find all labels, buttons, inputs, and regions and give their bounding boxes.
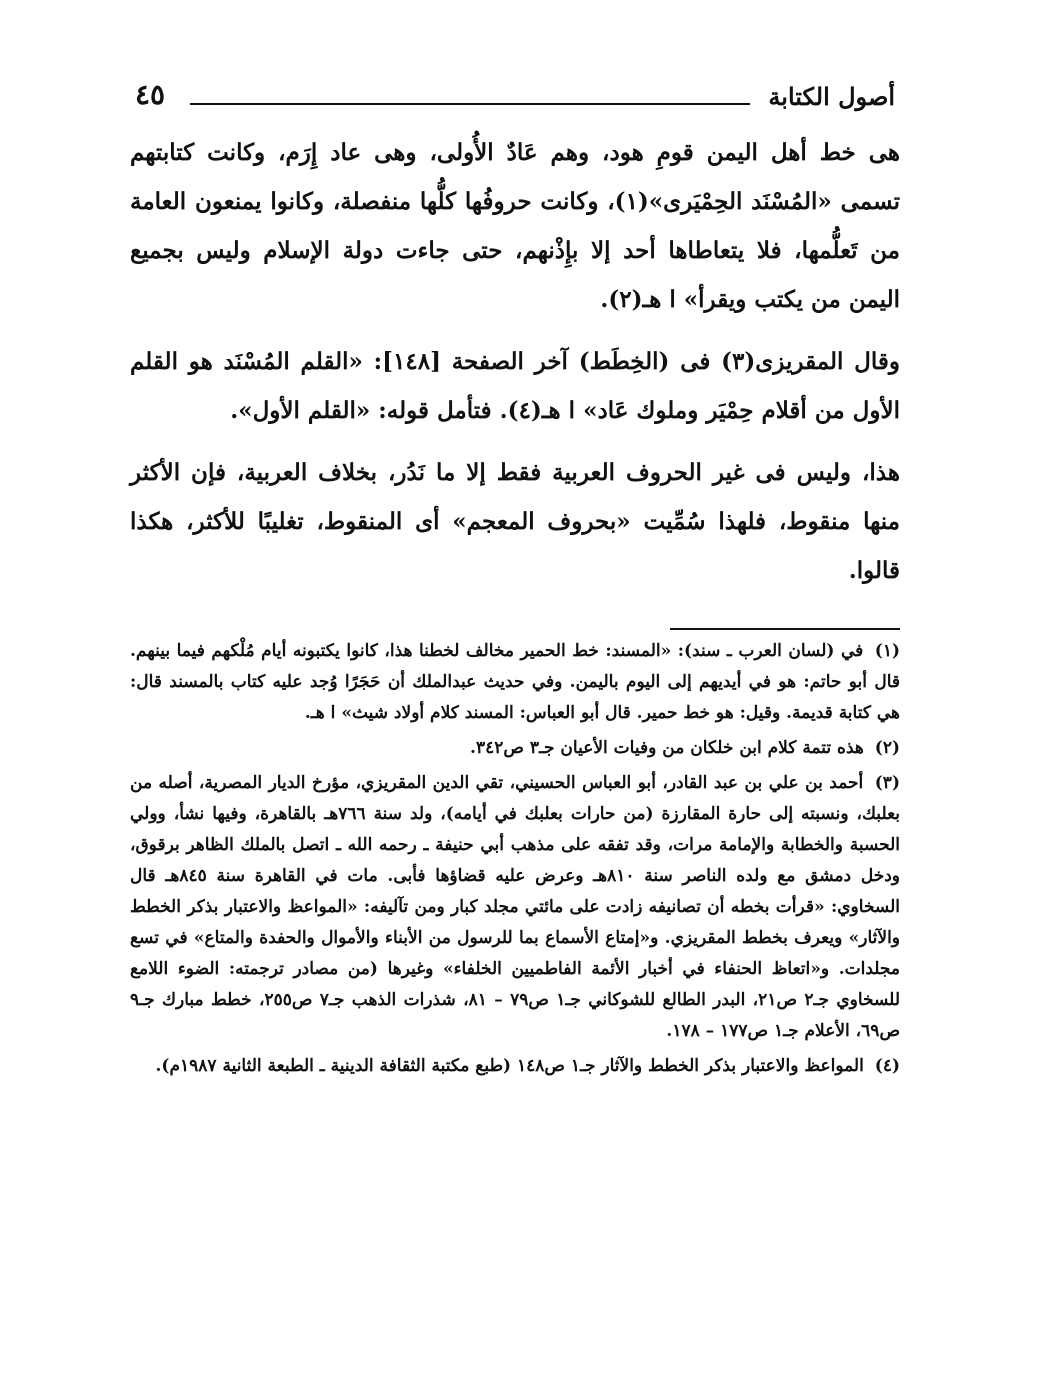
header-rule [190, 103, 750, 105]
footnote [130, 768, 900, 1047]
footnote-number: (٤) [874, 1056, 900, 1076]
footnote [130, 1051, 900, 1082]
footnote-text: هذه تتمة كلام ابن خلكان من وفيات الأعيان جـ٣ ص٣٤٢. [470, 738, 864, 758]
footnotes [130, 636, 900, 1086]
page-number: ٤٥ [135, 78, 166, 111]
running-title: أصول الكتابة [768, 82, 895, 111]
main-text [130, 128, 900, 608]
footnote-text: المواعظ والاعتبار بذكر الخطط والآثار جـ١ ص١٤٨ (طبع مكتبة الثقافة الدينية ـ الطبعة الثانية ١٩٨٧م). [155, 1056, 864, 1076]
footnote [130, 636, 900, 729]
page-header [130, 76, 900, 122]
body-paragraph: هذا، وليس فى غير الحروف العربية فقط إلا ما نَدُر، بخلاف العربية، فإن الأكثر منها منقوط، فلهذا سُمِّيت «بحروف المعجم» أى المنقوط، تغليبًا للأكثر، هكذا قالوا. [130, 459, 900, 584]
footnote-number: (١) [874, 641, 901, 661]
footnote [130, 733, 900, 764]
body-paragraph: وقال المقريزى(٣) فى (الخِطَط) آخر الصفحة [١٤٨]: «القلم المُسْنَد هو القلم الأول من أقلام حِمْيَر وملوك عَاد» ا هـ(٤). فتأمل قوله: «القلم الأول». [130, 348, 900, 424]
footnote-number: (٢) [874, 738, 900, 758]
footnote-number: (٣) [874, 773, 900, 793]
book-page [130, 70, 900, 1370]
footnote-separator [670, 628, 900, 630]
footnote-text: أحمد بن علي بن عبد القادر، أبو العباس الحسيني، تقي الدين المقريزي، مؤرخ الديار المصرية، أصله من بعلبك، ونسبته إلى حارة المقارزة (من حارات بعلبك في أيامه)، ولد سنة ٧٦٦هـ بالقاهرة، وفيها نشأ، وولي الحسبة والخطابة والإمامة مرات، وقد تفقه على مذهب أبي حنيفة ـ رحمه الله ـ اتصل بالملك الظاهر برقوق، ودخل دمشق مع ولده الناصر سنة ٨١٠هـ وعرض عليه قضاؤها فأبى. مات في القاهرة سنة ٨٤٥هـ قال السخاوي: «قرأت بخطه أن تصانيفه زادت على مائتي مجلد كبار ومن تآليفه: «المواعظ والاعتبار بذكر الخطط والآثار» ويعرف بخطط المقريزي. و«إمتاع الأسماع بما للرسول من الأبناء والأموال والحفدة والمتاع» في تسع مجلدات. و«اتعاظ الحنفاء في أخبار الأئمة الفاطميين الخلفاء» وغيرها (من مصادر ترجمته: الضوء اللامع للسخاوي جـ٢ ص٢١، البدر الطالع للشوكاني جـ١ ص٧٩ – ٨١، شذرات الذهب جـ٧ ص٢٥٥، خطط مبارك جـ٩ ص٦٩، الأعلام جـ١ ص١٧٧ – ١٧٨. [130, 773, 900, 1041]
body-paragraph: هى خط أهل اليمن قومِ هود، وهم عَادٌ الأُولى، وهى عاد إِرَم، وكانت كتابتهم تسمى «المُسْنَد الحِمْيَرى»(١)، وكانت حروفُها كلُّها منفصلة، وكانوا يمنعون العامة من تَعلُّمها، فلا يتعاطاها أحد إلا بإِذْنهم، حتى جاءت دولة الإسلام وليس بجميع اليمن من يكتب ويقرأ» ا هـ(٢). [130, 139, 900, 313]
footnote-text: في (لسان العرب ـ سند): «المسند: خط الحمير مخالف لخطنا هذا، كانوا يكتبونه أيام مُلْكهم فيما بينهم. قال أبو حاتم: هو في أيديهم إلى اليوم باليمن. وفي حديث عبدالملك أن حَجَرًا وُجد عليه كتاب بالمسند قال: هي كتابة قديمة. وقيل: هو خط حمير. قال أبو العباس: المسند كلام أولاد شيث» ا هـ. [130, 641, 900, 723]
